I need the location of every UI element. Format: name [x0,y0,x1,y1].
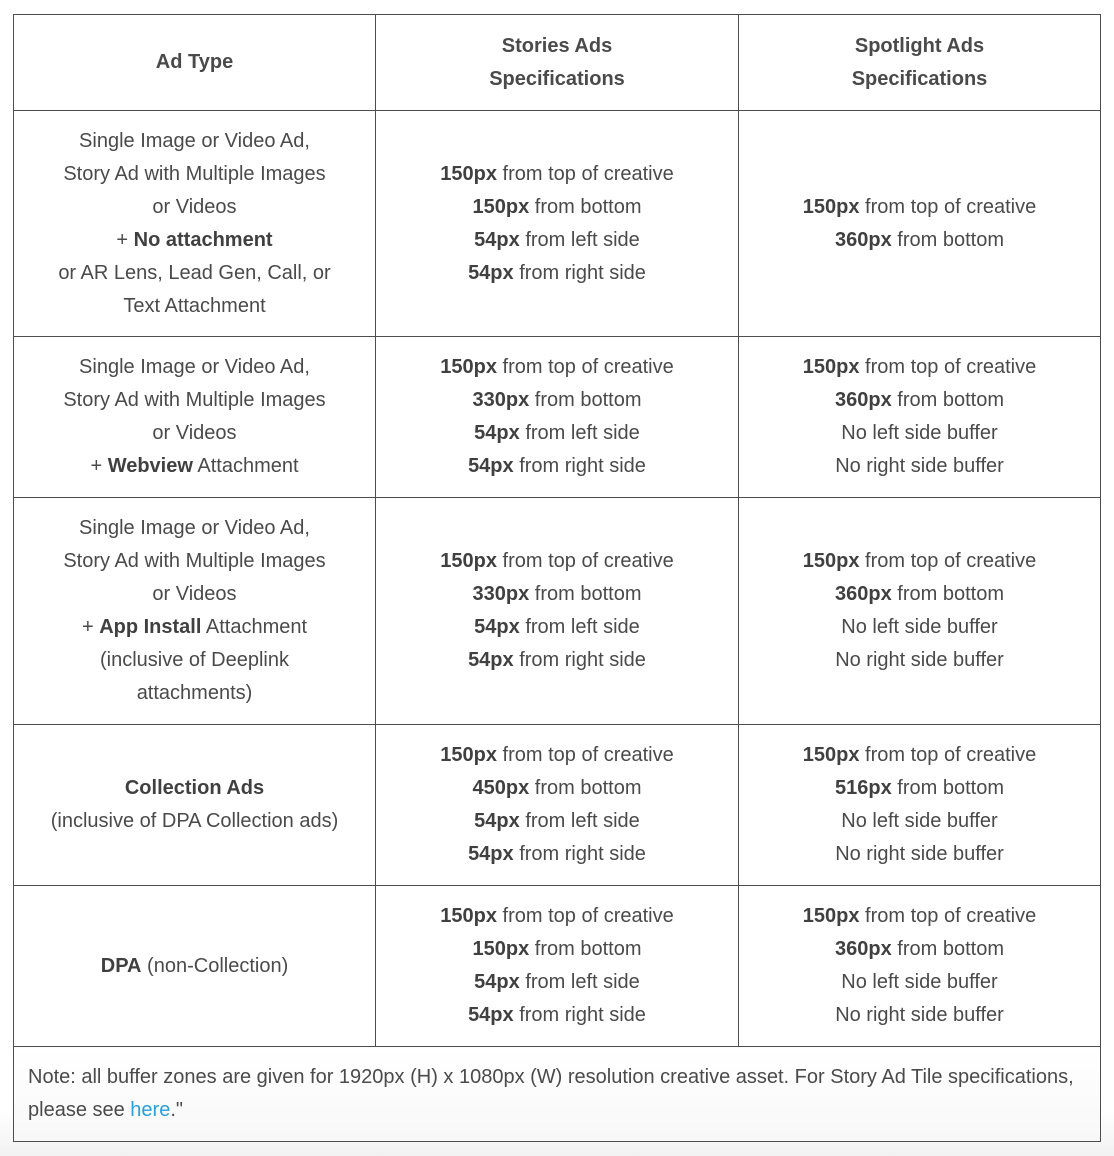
spec-line [382,611,732,644]
spec-text: from right side [513,1004,646,1026]
ad-type-line [20,950,369,983]
ad-type-attachment-line [20,450,369,483]
note-text: Note: all buffer zones are given for 1920px (H) x 1080px (W) resolution creative asset. For Story Ad Tile specifications, please see [28,1066,1074,1121]
spec-line: No right side buffer [835,455,1004,477]
ad-type-line: or Videos [152,422,237,444]
spec-value: 330px [472,583,530,605]
spec-text: from top of creative [859,905,1037,927]
table-row [14,111,1101,337]
spec-line: No left side buffer [841,971,998,993]
spec-text: from bottom [529,938,642,960]
spec-line [382,417,732,450]
spec-value: 150px [440,356,497,378]
header-spotlight-line2: Specifications [851,67,988,90]
spec-line [745,351,1094,384]
spec-line: No right side buffer [835,649,1004,671]
note-suffix: ." [170,1099,183,1121]
spec-line [745,772,1094,805]
note-cell [14,1047,1101,1142]
spec-value: 150px [472,938,530,960]
ad-type-line: Single Image or Video Ad, [79,129,310,152]
spec-line [382,351,732,384]
spec-text: from right side [513,455,646,477]
spec-text: from left side [519,971,640,993]
spec-text: from bottom [529,777,642,799]
ad-type-line: Single Image or Video Ad, [79,356,310,378]
spec-value: 150px [802,356,860,378]
ad-type-line: Story Ad with Multiple Images [63,389,326,411]
ad-type-suffix: (non-Collection) [141,954,289,977]
attachment-suffix: Attachment [192,455,299,477]
spec-value: 150px [802,744,860,766]
spec-text: from bottom [529,389,642,411]
spec-text: from top of creative [859,550,1037,572]
ad-specifications-table [13,14,1101,1142]
ad-type-line: Single Image or Video Ad, [79,517,310,539]
spec-text: from bottom [891,777,1004,799]
spec-value: 150px [440,905,497,927]
ad-type-cell [14,886,376,1047]
spec-value: 54px [468,261,514,284]
spec-line [382,900,732,933]
table-row [14,725,1101,886]
attachment-type: App Install [99,616,202,638]
table-row [14,886,1101,1047]
spec-value: 330px [472,389,530,411]
spec-text: from bottom [529,583,642,605]
spec-line: No right side buffer [835,843,1004,865]
spec-value: 150px [472,195,530,218]
spec-line: No left side buffer [841,422,998,444]
ad-type-cell [14,111,376,337]
spec-line [382,158,732,191]
header-ad-type [14,15,376,111]
spec-text: from top of creative [859,744,1037,766]
spec-line [382,772,732,805]
spec-line [745,900,1094,933]
plus-prefix: + [81,616,100,638]
spec-value: 360px [835,228,892,251]
spec-value: 54px [474,616,520,638]
spec-line [382,644,732,677]
spec-text: from bottom [891,389,1004,411]
spec-value: 150px [440,550,497,572]
header-stories-specs [376,15,739,111]
ad-type-title: DPA [100,954,142,977]
spec-line [745,933,1094,966]
spotlight-spec-cell [739,337,1101,498]
spec-line [382,578,732,611]
spec-value: 360px [835,583,892,605]
spec-value: 150px [802,550,860,572]
spec-line [382,805,732,838]
stories-spec-cell [376,337,739,498]
spec-text: from top of creative [496,905,674,927]
header-stories-line1: Stories Ads [501,34,613,57]
table-header-row [14,15,1101,111]
spec-value: 54px [468,1004,514,1026]
attachment-type: Webview [107,455,193,477]
stories-spec-cell [376,725,739,886]
spec-value: 516px [835,777,892,799]
spec-value: 54px [474,971,520,993]
spec-value: 150px [440,744,497,766]
spec-text: from top of creative [496,550,674,572]
ad-type-line: or AR Lens, Lead Gen, Call, or [58,261,331,284]
spec-text: from left side [519,616,640,638]
ad-type-line: attachments) [136,682,253,704]
attachment-type: No attachment [133,228,273,251]
spec-line [745,739,1094,772]
ad-type-line: (inclusive of DPA Collection ads) [50,810,339,832]
header-spotlight-line1: Spotlight Ads [854,34,985,57]
story-ad-tile-link[interactable]: here [130,1099,171,1121]
stories-spec-cell [376,498,739,725]
spec-line [382,739,732,772]
spec-value: 54px [468,649,514,671]
ad-type-line: Story Ad with Multiple Images [63,550,326,572]
spec-text: from bottom [891,228,1004,251]
spec-line [382,838,732,871]
spec-line: No right side buffer [835,1004,1004,1026]
plus-prefix: + [116,228,134,251]
ad-type-attachment-line [20,611,369,644]
ad-type-line: Story Ad with Multiple Images [63,162,326,185]
spec-value: 360px [835,938,892,960]
spec-line [382,450,732,483]
note-row [14,1047,1101,1142]
ad-type-cell [14,498,376,725]
spec-value: 150px [802,195,860,218]
spec-value: 150px [802,905,860,927]
ad-type-cell [14,337,376,498]
spec-value: 54px [474,228,520,251]
spec-text: from bottom [891,583,1004,605]
spec-text: from top of creative [496,356,674,378]
spec-value: 54px [474,422,520,444]
spec-text: from right side [513,649,646,671]
header-spotlight-specs [739,15,1101,111]
ad-type-title: Collection Ads [124,777,265,799]
spec-text: from right side [513,843,646,865]
ad-type-line: Text Attachment [123,294,266,317]
spec-line [745,578,1094,611]
stories-spec-cell [376,886,739,1047]
spec-value: 54px [474,810,520,832]
spec-text: from left side [519,228,640,251]
spotlight-spec-cell [739,111,1101,337]
ad-type-cell [14,725,376,886]
spec-line [745,224,1094,257]
spec-text: from left side [519,810,640,832]
spec-line [382,545,732,578]
header-ad-type-label: Ad Type [155,51,234,73]
spotlight-spec-cell [739,725,1101,886]
ad-type-line: (inclusive of Deeplink [100,649,289,671]
spec-line [382,999,732,1032]
spec-line [382,224,732,257]
ad-type-line: or Videos [152,195,237,218]
spec-value: 54px [468,455,514,477]
attachment-suffix: Attachment [201,616,308,638]
spec-line [382,191,732,224]
spec-text: from bottom [891,938,1004,960]
spec-value: 450px [472,777,530,799]
ad-type-line: or Videos [152,583,237,605]
spec-text: from top of creative [496,744,674,766]
spec-text: from right side [513,261,646,284]
header-stories-line2: Specifications [489,67,625,90]
table-row [14,337,1101,498]
spec-line [382,933,732,966]
ad-type-attachment-line [20,224,369,257]
spotlight-spec-cell [739,886,1101,1047]
spec-line: No left side buffer [841,616,998,638]
spec-line [382,966,732,999]
spec-line [745,545,1094,578]
spec-text: from top of creative [859,195,1037,218]
spec-value: 360px [835,389,892,411]
spec-line [745,191,1094,224]
spec-text: from top of creative [496,162,674,185]
stories-spec-cell [376,111,739,337]
table-row [14,498,1101,725]
spec-value: 54px [468,843,514,865]
spec-text: from bottom [529,195,642,218]
spec-text: from top of creative [859,356,1037,378]
spec-text: from left side [519,422,640,444]
spec-line [382,257,732,290]
spec-value: 150px [440,162,497,185]
spec-line [382,384,732,417]
spec-line [745,384,1094,417]
spec-line: No left side buffer [841,810,998,832]
spotlight-spec-cell [739,498,1101,725]
plus-prefix: + [90,455,108,477]
